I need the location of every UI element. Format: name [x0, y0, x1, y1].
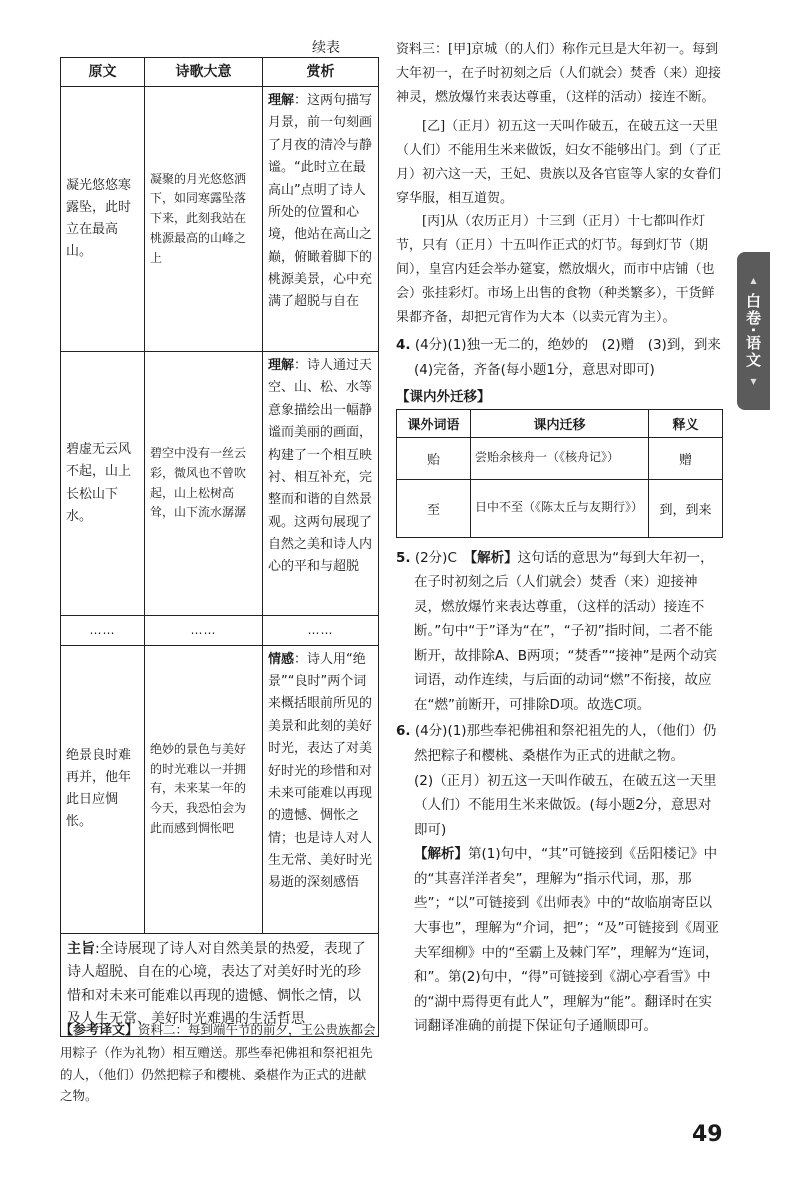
reference-label: 【参考译文】 [60, 1023, 139, 1038]
migration-table [396, 409, 723, 538]
question-6-analysis [396, 842, 722, 1039]
header-source: 课内迁移 [471, 409, 649, 437]
table-row [397, 479, 723, 537]
continued-table-label: 续表 [312, 40, 340, 56]
analysis-text: ：诗人用“绝景”“良时”两个词来概括眼前所见的美景和此刻的美好时光，表达了对美好时光的珍惜和对未来可能难以再现的遗憾、惆怅之情；也是诗人对人生无常、美好时光易逝的深刻感悟 [268, 651, 373, 891]
migration-title: 【课内外迁移】 [396, 388, 491, 405]
original-cell: 碧虚无云风不起，山上长松山下水。 [61, 352, 145, 616]
table-row [61, 645, 379, 933]
word-cell: 至 [397, 479, 471, 537]
question-4-answer: (4分)(1)独一无二的，绝妙的 (2)赠 (3)到，到来 (4)完备，齐备(每小题1分，意思对即可) [414, 337, 735, 378]
question-number: 4. [396, 337, 411, 354]
meaning-cell: 到，到来 [649, 479, 723, 537]
page-number: 49 [692, 1122, 723, 1147]
meaning-cell: 绝妙的景色与美好的时光难以一并拥有，未来某一年的今天，我恐怕会为此而感到惆怅吧 [145, 645, 263, 933]
ellipsis-cell: …… [145, 616, 263, 646]
reference-text: 资料二：每到端午节的前夕，王公贵族都会用粽子（作为礼物）相互赠送。那些奉祀佛祖和祭祀祖先的人，（他们）仍然把粽子和樱桃、桑椹作为正式的进献之物。 [60, 1022, 376, 1104]
analysis-label: 情感 [268, 651, 295, 667]
question-6 [396, 719, 722, 768]
question-5-answer: (2分)C [414, 549, 471, 566]
question-4 [396, 333, 735, 382]
analysis-text: ：这两句描写月景，前一句刻画了月夜的清冷与静谧。“此时立在最高山”点明了诗人所处的位置和心境，他站在高山之巅，俯瞰着脚下的桃源美景，心中充满了超脱与自在 [268, 93, 373, 310]
analysis-label: 理解 [268, 93, 295, 109]
meaning-cell: 凝聚的月光悠悠洒下，如同寒露坠落下来，此刻我站在桃源最高的山峰之上 [145, 87, 263, 352]
triangle-down-icon: ▼ [750, 376, 757, 386]
original-cell: 凝光悠悠寒露坠，此时立在最高山。 [61, 87, 145, 352]
source-cell: 日中不至（《陈太丘与友期行》） [471, 479, 649, 537]
question-6-part1: (4分)(1)那些奉祀佛祖和祭祀祖先的人，（他们）仍然把粽子和樱桃、桑椹作为正式的进献之物。 [414, 723, 717, 764]
analysis-cell [263, 645, 379, 933]
table-row [61, 87, 379, 352]
material3-jia: 资料三：[甲]京城（的人们）称作元旦是大年初一。每到大年初一，在子时初刻之后（人们就会）焚香（来）迎接神灵，燃放爆竹来表达尊重，（这样的活动）接连不断。 [396, 42, 722, 105]
answer-column [396, 38, 735, 1039]
table-header-row [61, 58, 379, 87]
table-row [397, 437, 723, 479]
question-6-part2: (2)（正月）初五这一天叫作破五，在破五这一天里（人们）不能用生米来做饭。(每小题2分，意思对即可) [414, 772, 717, 838]
triangle-up-icon: ▲ [750, 276, 757, 286]
word-cell: 贻 [397, 437, 471, 479]
header-meaning: 诗歌大意 [145, 58, 263, 87]
migration-header-row [397, 409, 723, 437]
ellipsis-cell: …… [61, 616, 145, 646]
meaning-cell: 碧空中没有一丝云彩，微风也不曾吹起，山上松树高耸，山下流水潺潺 [145, 352, 263, 616]
header-meaning: 释义 [649, 409, 723, 437]
theme-text: :全诗展现了诗人对自然美景的热爱，表现了诗人超脱、自在的心境，表达了对美好时光的珍惜和对未来可能难以再现的遗憾、惆怅之情，以及人生无常、美好时光难遇的生活哲思 [67, 940, 366, 1028]
ellipsis-cell: …… [263, 616, 379, 646]
header-word: 课外词语 [397, 409, 471, 437]
analysis-cell [263, 87, 379, 352]
question-number: 6. [396, 723, 411, 740]
question-6-analysis-text: 第(1)句中，“其”可链接到《岳阳楼记》中的“其喜洋洋者矣”，理解为“指示代词，那，那些”；“以”可链接到《出师表》中的“故临崩寄臣以大事也”，理解为“介词，把”；“及”可链接到《周亚夫军细柳》中的“至霸上及棘门军”，理解为“连词，和”。第(2)句中，“得”可链接到《湖心亭看雪》中的“湖中焉得更有此人”，理解为“能”。翻译时在实词翻译准确的前提下保证句子通顺即可。 [414, 846, 719, 1035]
reference-translation [60, 1019, 378, 1107]
poem-analysis-table [60, 57, 379, 1037]
original-cell: 绝景良时难再并，他年此日应惆怅。 [61, 645, 145, 933]
material3-yi: [乙]（正月）初五这一天叫作破五，在破五这一天里（人们）不能用生米来做饭，妇女不能够出门。到（了正月）初六这一天，王妃、贵族以及各官宦等人家的女眷们穿华服，相互道贺。 [396, 119, 722, 206]
analysis-label: 理解 [268, 358, 295, 374]
subject-side-tab [737, 252, 770, 410]
analysis-tag: 【解析】 [414, 846, 468, 863]
analysis-text: ：诗人通过天空、山、松、水等意象描绘出一幅静谧而美丽的画面，构建了一个相互映衬、相互补充，完整而和谐的自然景观。这两句展现了自然之美和诗人内心的平和与超脱 [268, 358, 373, 575]
header-analysis: 赏析 [263, 58, 379, 87]
analysis-tag: 【解析】 [470, 549, 518, 566]
meaning-cell: 赠 [649, 437, 723, 479]
question-5-analysis: 这句话的意思为“每到大年初一，在子时初刻之后（人们就会）焚香（来）迎接神灵，燃放爆竹来表达尊重，（这样的活动）接连不断。”句中“于”译为“在”，“子初”指时间，二者不能断开，故排除A、B两项；“焚香”“接神”是两个动宾词语，动作连续，与后面的动词“燃”不衔接，故应在“燃”前断开，可排除D项。故选C项。 [414, 549, 717, 713]
source-cell: 尝贻余核舟一（《核舟记》） [471, 437, 649, 479]
material3-bing: [丙]从（农历正月）十三到（正月）十七都叫作灯节，只有（正月）十五叫作正式的灯节。每到灯节（期间），皇宫内廷会举办筵宴，燃放烟火，而市中店铺（也会）张挂彩灯。市场上出售的食物（种类繁多），干货鲜果都齐备，却把元宵作为大本（以卖元宵为主）。 [396, 214, 715, 325]
theme-label: 主旨 [67, 940, 95, 957]
analysis-cell [263, 352, 379, 616]
question-number: 5. [396, 549, 411, 566]
question-5 [396, 546, 722, 718]
header-original: 原文 [61, 58, 145, 87]
side-tab-label: 白卷·语文 [744, 293, 762, 369]
table-row-ellipsis [61, 616, 379, 646]
table-row [61, 352, 379, 616]
